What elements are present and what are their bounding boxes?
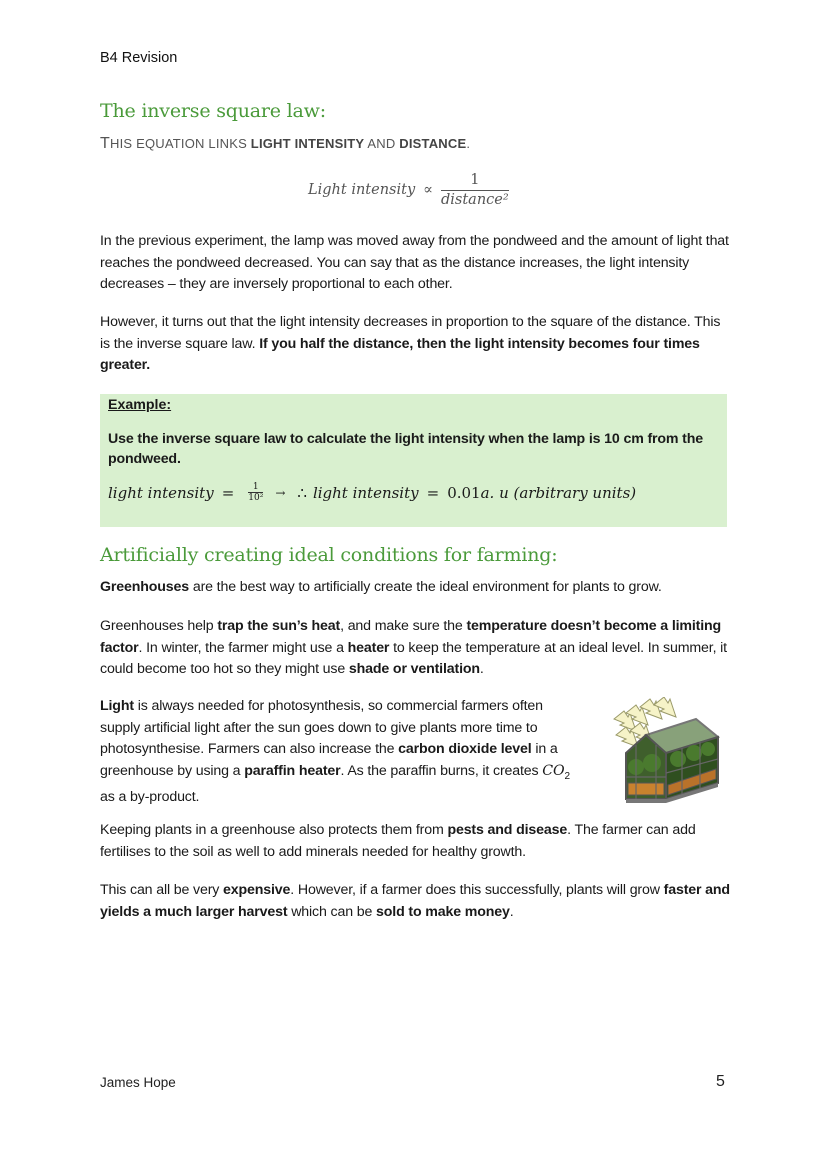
example-equation: light intensity = $\frac{1}{\text{10²}}$ → ∴ light intensity = 0.01 a. u (arbitrary units)	[108, 482, 637, 503]
example-title: Example:	[108, 397, 172, 413]
footer-page-number: 5	[716, 1073, 725, 1090]
example-box	[100, 394, 727, 527]
paragraph-greenhouse-temperature: Greenhouses help trap the sun’s heat, and make sure the temperature doesn’t become a limiting factor. In winter, the farmer might use a heater to keep the temperature at an ideal level. In summer, it could become too hot so they might use shade or ventilation.	[100, 618, 727, 677]
section-heading-artificial-conditions: Artificially creating ideal conditions for farming:	[100, 544, 558, 566]
page-header: B4 Revision	[100, 50, 178, 66]
section-heading-inverse-square-law: The inverse square law:	[100, 100, 326, 122]
footer-author: James Hope	[100, 1075, 176, 1090]
section-subtitle: THIS EQUATION LINKS LIGHT INTENSITY AND DISTANCE.	[100, 135, 471, 152]
paragraph-inverse-square-explanation: However, it turns out that the light intensity decreases in proportion to the square of the distance. This is the inverse square law. If you half the distance, then the light intensity becomes four times greater.	[100, 314, 721, 373]
arrow-icon: →	[275, 485, 286, 500]
paragraph-previous-experiment: In the previous experiment, the lamp was moved away from the pondweed and the amount of light that reaches the pondweed decreased. You can say that as the distance increases, the light intensity decreases – they are inversely proportional to each other.	[100, 233, 729, 292]
proportional-symbol: ∝	[423, 182, 433, 198]
inverse-square-formula: Light intensity ∝ $\frac{1}{\text{distance²}}$	[308, 172, 509, 208]
paragraph-light-and-co2: Light is always needed for photosynthesis, so commercial farmers often supply artificial light after the sun goes down to give plants more time to photosynthesise. Farmers can also increase the carbon dioxide level in a greenhouse by using a paraffin heater. As the paraffin burns, it creates $CO_2$ as a by-product.	[100, 698, 570, 805]
formula-fraction: $\frac{1}{\text{distance²}}$	[440, 172, 509, 208]
therefore-symbol: ∴	[297, 483, 307, 502]
example-question: Use the inverse square law to calculate the light intensity when the lamp is 10 cm from the pondweed.	[108, 431, 704, 467]
greenhouse-illustration-icon	[610, 697, 728, 805]
paragraph-pests-and-disease: Keeping plants in a greenhouse also protects them from pests and disease. The farmer can add fertilises to the soil as well to add minerals needed for healthy growth.	[100, 822, 696, 860]
paragraph-cost-and-yield: This can all be very expensive. However, if a farmer does this successfully, plants will grow faster and yields a much larger harvest which can be sold to make money.	[100, 882, 730, 920]
paragraph-greenhouses-intro: Greenhouses are the best way to artificially create the ideal environment for plants to grow.	[100, 579, 662, 595]
